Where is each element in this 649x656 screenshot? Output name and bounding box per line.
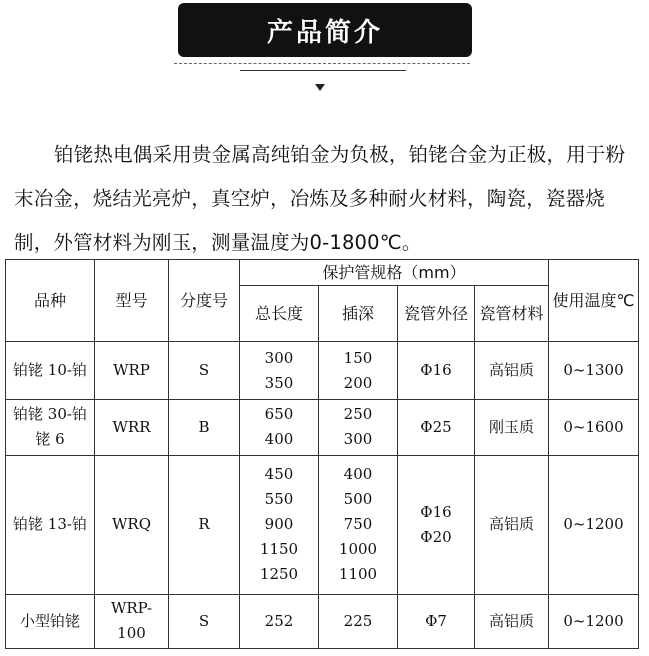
cell-value: 1250 — [259, 565, 299, 584]
cell-value: 1100 — [338, 565, 378, 584]
down-arrow-icon — [315, 84, 325, 91]
cell-value: 200 — [343, 373, 373, 392]
cell-variety: 铂铑 30-铂铑 6 — [6, 400, 95, 455]
cell-insertion-depth — [319, 455, 398, 594]
cell-total-length — [240, 342, 319, 400]
cell-value: 150 — [343, 348, 373, 367]
cell-value: 550 — [264, 490, 294, 509]
cell-ceramic-tube-material: 高铝质 — [475, 594, 549, 648]
cell-insertion-depth — [319, 594, 398, 648]
cell-value: Φ20 — [420, 527, 452, 546]
cell-value: 900 — [264, 515, 294, 534]
header-tube-spec: 保护管规格（mm） — [240, 260, 549, 286]
cell-insertion-depth — [319, 400, 398, 455]
header-use-temperature: 使用温度℃ — [549, 260, 639, 342]
header-insertion-depth: 插深 — [319, 286, 398, 342]
cell-value: 300 — [343, 430, 373, 449]
cell-value: 250 — [343, 405, 373, 424]
spec-table — [5, 259, 639, 649]
cell-value: 225 — [343, 611, 373, 630]
cell-value: Φ7 — [425, 611, 447, 630]
table-row — [6, 342, 639, 400]
title-banner — [178, 3, 472, 57]
header-ceramic-tube-material: 瓷管材料 — [475, 286, 549, 342]
cell-graduation: S — [169, 594, 240, 648]
cell-value: 750 — [343, 515, 373, 534]
cell-graduation: S — [169, 342, 240, 400]
cell-value: 1000 — [338, 540, 378, 559]
cell-insertion-depth — [319, 342, 398, 400]
header-ceramic-tube-od: 瓷管外径 — [398, 286, 475, 342]
cell-value: 350 — [264, 373, 294, 392]
cell-model: WRP — [95, 342, 169, 400]
cell-ceramic-tube-od — [398, 342, 475, 400]
divider-short — [240, 70, 406, 71]
cell-value: 300 — [264, 348, 294, 367]
cell-ceramic-tube-material: 高铝质 — [475, 455, 549, 594]
cell-value: 400 — [264, 430, 294, 449]
spec-table-body — [6, 342, 639, 649]
cell-variety: 铂铑 10-铂 — [6, 342, 95, 400]
cell-variety: 铂铑 13-铂 — [6, 455, 95, 594]
cell-model: WRQ — [95, 455, 169, 594]
cell-value: 252 — [264, 611, 294, 630]
cell-value: Φ16 — [420, 502, 452, 521]
cell-value: 450 — [264, 465, 294, 484]
cell-model: WRR — [95, 400, 169, 455]
cell-model: WRP-100 — [95, 594, 169, 648]
cell-value: 650 — [264, 405, 294, 424]
cell-graduation: R — [169, 455, 240, 594]
cell-ceramic-tube-material: 高铝质 — [475, 342, 549, 400]
header-graduation: 分度号 — [169, 260, 240, 342]
cell-use-temperature: 0~1200 — [549, 455, 639, 594]
cell-value: 500 — [343, 490, 373, 509]
intro-paragraph: 铂铑热电偶采用贵金属高纯铂金为负极，铂铑合金为正极，用于粉末冶金，烧结光亮炉，真空炉，冶炼及多种耐火材料，陶瓷，瓷器烧制，外管材料为刚玉，测量温度为0-1800℃。 — [14, 142, 626, 254]
cell-ceramic-tube-od — [398, 594, 475, 648]
header-total-length: 总长度 — [240, 286, 319, 342]
cell-use-temperature: 0~1300 — [549, 342, 639, 400]
header-variety: 品种 — [6, 260, 95, 342]
cell-value: Φ16 — [420, 361, 452, 380]
table-row — [6, 400, 639, 455]
cell-ceramic-tube-material: 刚玉质 — [475, 400, 549, 455]
page-title: 产品简介 — [266, 17, 383, 48]
header-model: 型号 — [95, 260, 169, 342]
table-row — [6, 455, 639, 594]
cell-total-length — [240, 594, 319, 648]
cell-value: 1150 — [259, 540, 299, 559]
cell-ceramic-tube-od — [398, 400, 475, 455]
cell-graduation: B — [169, 400, 240, 455]
cell-value: Φ25 — [420, 417, 452, 436]
cell-value: 400 — [343, 465, 373, 484]
table-row — [6, 594, 639, 648]
cell-total-length — [240, 400, 319, 455]
cell-variety: 小型铂铑 — [6, 594, 95, 648]
cell-use-temperature: 0~1200 — [549, 594, 639, 648]
cell-use-temperature: 0~1600 — [549, 400, 639, 455]
cell-total-length — [240, 455, 319, 594]
cell-ceramic-tube-od — [398, 455, 475, 594]
divider-dashed — [174, 63, 470, 64]
